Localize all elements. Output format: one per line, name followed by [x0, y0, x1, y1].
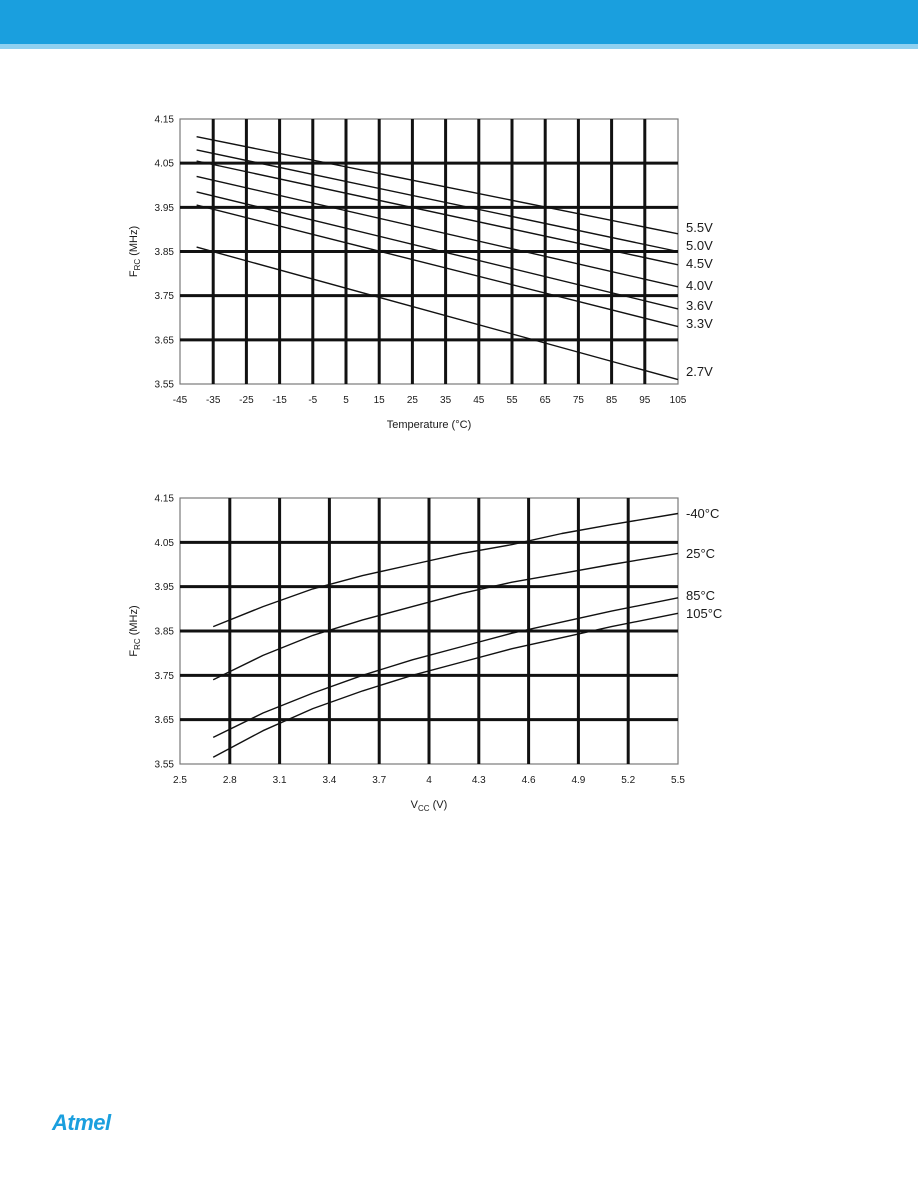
y-tick-label: 3.55	[154, 759, 174, 771]
x-tick-label: 45	[473, 395, 485, 406]
x-tick-label: 25	[406, 395, 418, 406]
series-label: 4.5V	[686, 256, 713, 271]
x-axis-label: Temperature (°C)	[386, 419, 472, 431]
x-tick-label: 5.2	[621, 775, 636, 786]
series-label: 4.0V	[686, 278, 713, 293]
x-tick-label: 4	[426, 775, 432, 786]
x-tick-label: 75	[572, 395, 584, 406]
x-tick-label: 3.7	[372, 775, 387, 786]
x-tick-label: -25	[239, 395, 254, 406]
x-tick-label: 4.9	[571, 775, 586, 786]
series-label: 85°C	[686, 588, 716, 603]
x-tick-label: 4.6	[521, 775, 536, 786]
y-axis-label: $F_{RC}$ (MHz)	[128, 605, 142, 657]
x-tick-label: 105	[669, 395, 687, 406]
series-label: 2.7V	[686, 364, 713, 379]
series-label: 3.3V	[686, 316, 713, 331]
y-tick-label: 3.75	[154, 670, 174, 682]
y-tick-label: 4.15	[154, 114, 174, 126]
x-tick-label: 15	[373, 395, 385, 406]
x-tick-label: 3.1	[272, 775, 287, 786]
y-tick-label: 3.55	[154, 379, 174, 391]
y-tick-label: 3.65	[154, 335, 174, 347]
y-tick-label: 3.75	[154, 291, 174, 303]
x-tick-label: -5	[308, 395, 318, 406]
atmel-logo: Atmel	[52, 1110, 111, 1135]
y-tick-label: 4.05	[154, 158, 174, 170]
x-tick-label: -15	[272, 395, 287, 406]
x-tick-label: 2.5	[173, 775, 187, 786]
x-tick-label: 65	[539, 395, 551, 406]
x-tick-label: 55	[506, 395, 518, 406]
series-label: -40°C	[686, 506, 720, 521]
y-tick-label: 3.95	[154, 202, 174, 214]
x-tick-label: 5.5	[671, 775, 685, 786]
x-tick-label: -35	[205, 395, 221, 406]
x-tick-label: 95	[639, 395, 651, 406]
y-tick-label: 3.65	[154, 715, 174, 727]
chart-frequency-vs-vcc	[0, 380, 918, 813]
x-tick-label: 5	[343, 395, 349, 406]
series-label: 3.6V	[686, 298, 713, 313]
series-label: 105°C	[686, 606, 723, 621]
chart-frequency-vs-temperature	[0, 0, 918, 431]
series-label: 5.5V	[686, 220, 713, 235]
y-tick-label: 4.05	[154, 537, 174, 549]
y-tick-label: 3.85	[154, 247, 174, 258]
y-tick-label: 4.15	[154, 493, 174, 505]
x-tick-label: 35	[440, 395, 452, 406]
y-axis-label: $F_{RC}$ (MHz)	[128, 225, 142, 278]
x-tick-label: 85	[606, 395, 618, 406]
y-tick-label: 3.95	[154, 582, 174, 594]
series-label: 5.0V	[686, 238, 713, 253]
x-axis-label: $V_{CC}$ (V)	[410, 799, 448, 813]
x-tick-label: 2.8	[222, 775, 237, 786]
series-label: 25°C	[686, 546, 716, 561]
x-tick-label: 3.4	[322, 775, 337, 786]
x-tick-label: 4.3	[471, 775, 486, 786]
y-tick-label: 3.85	[154, 626, 174, 638]
x-tick-label: -45	[172, 395, 188, 406]
